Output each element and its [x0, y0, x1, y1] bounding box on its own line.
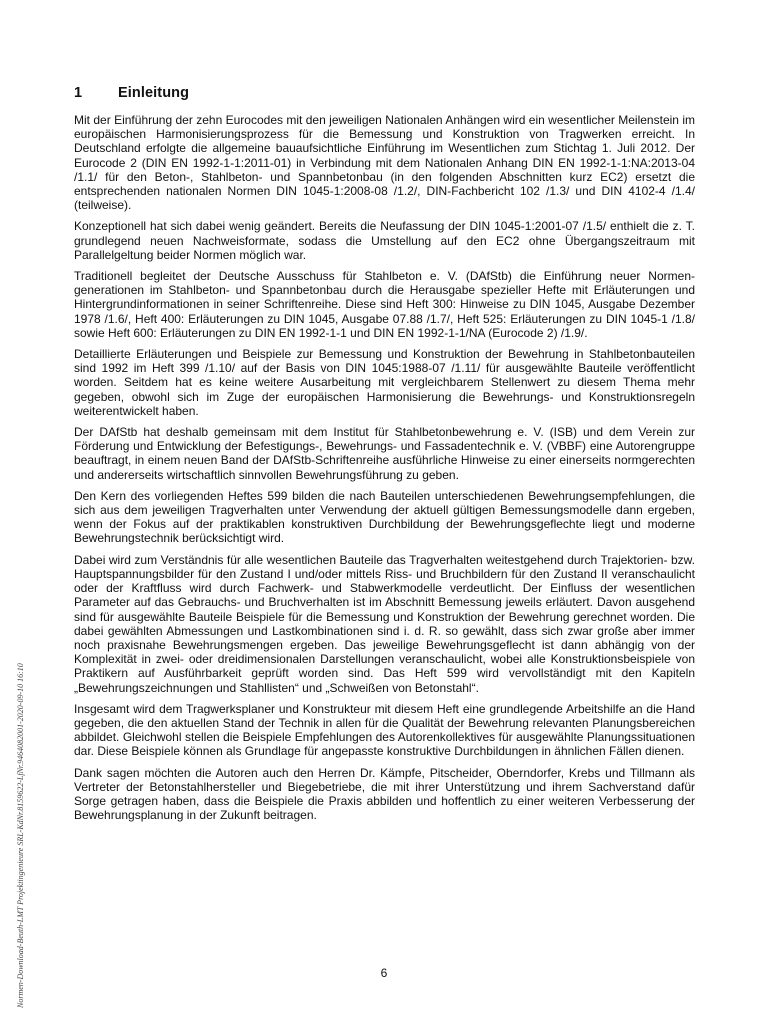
section-heading [74, 85, 189, 101]
paragraph-acknowledgements: Dank sagen möchten die Autoren auch den Herren Dr. Kämpfe, Pitscheider, Oberndorfer, Krebs und Tillmann als Vertreter der Betonstahlhersteller und Biegebetriebe, die mit ihrer Unterstützung und ihrem Sachverstand dafür Sorge getragen haben, dass die Beispiele die Praxis abbilden und hoffentlich zu einer weiteren Verbesserung der Bewehrungsplanung in der Zukunft beitragen. [74, 765, 695, 823]
paragraph-eurocodes-introduction: Mit der Einführung der zehn Eurocodes mit den jeweiligen Nationalen Anhängen wird ein wesentlicher Meilenstein im europäischen Harmonisierungsprozess für die Bemessung und Konstruktion von Tragwerken erreicht. In Deutschland erfolgte die allgemeine bauaufsichtliche Einführung im Wesentlichen zum Stichtag 1. Juli 2012. Der Eurocode 2 (DIN EN 1992-1-1:2011-01) in Verbindung mit dem Nationalen Anhang DIN EN 1992-1-1:NA:2013-04 /1.1/ für den Beton-, Stahlbeton- und Spannbetonbau (in den folgenden Abschnitten kurz EC2) ersetzt die entsprechenden nationalen Normen DIN 1045-1:2008-08 /1.2/, DIN-Fachbericht 102 /1.3/ und DIN 4102-4 /1.4/ (teilweise). [74, 113, 695, 213]
paragraph-author-group: Der DAfStb hat deshalb gemeinsam mit dem Institut für Stahlbetonbewehrung e. V. (ISB) und dem Verein zur Förderung und Entwicklung der Befestigungs-, Bewehrungs- und Fassadentechnik e. V. (VBBF) eine Autorengruppe beauftragt, in einem neuen Band der DAfStb-Schriftenreihe ausführliche Hinweise zu einer einerseits normgerechten und andererseits wirtschaftlich sinnvollen Bewehrungsführung zu geben. [74, 425, 695, 482]
paragraph-dafstb-publications: Traditionell begleitet der Deutsche Ausschuss für Stahlbeton e. V. (DAfStb) die Einführung neuer Normengenerationen im Stahlbeton- und Spannbetonbau durch die Herausgabe spezieller Hefte mit Erläuterungen und Hintergrundinformationen in seiner Schriftenreihe. Diese sind Heft 300: Hinweise zu DIN 1045, Ausgabe Dezember 1978 /1.6/, Heft 400: Erläuterungen zu DIN 1045, Ausgabe 07.88 /1.7/, Heft 525: Erläuterungen zu DIN 1045-1 /1.8/ sowie Heft 600: Erläuterungen zu DIN EN 1992-1-1 und DIN EN 1992-1-1/NA (Eurocode 2) /1.9/. [74, 269, 695, 340]
paragraph-working-aid: Insgesamt wird dem Tragwerksplaner und Konstrukteur mit diesem Heft eine grundlegende Arbeitshilfe an die Hand gegeben, die den aktuellen Stand der Technik in allen für die Qualität der Bewehrung relevanten Planungsbereichen abbildet. Gleichwohl stellen die Beispiele Empfehlungen des Autorenkollektives für ausgewählte Planungssituationen dar. Diese Beispiele können als Grundlage für angepasste konstruktive Durchbildungen in ähnlichen Fällen dienen. [74, 701, 695, 759]
paragraph-load-bearing-behaviour: Dabei wird zum Verständnis für alle wesentlichen Bauteile das Tragverhalten weitestgehend durch Trajektorien- bzw. Hauptspannungsbilder für den Zustand I und/oder mittels Riss- und Bruchbildern für den Zustand II veranschaulicht oder der Kraftfluss wird durch Fachwerk- und Stabwerkmodelle verdeutlicht. Der Einfluss der wesentlichen Parameter auf das Gebrauchs- und Bruchverhalten ist im Abschnitt Bemessung jeweils erläutert. Davon ausgehend sind für ausgewählte Bauteile Beispiele für die Bemessung und Konstruktion der Bewehrung gerechnet worden. Die dabei gewählten Abmessungen und Lastkombinationen sind i. d. R. so gewählt, dass sich zwar große aber immer noch praxisnahe Bewehrungsmengen ergeben. Das jeweilige Bewehrungsgeflecht ist dann abhängig von der Komplexität in zwei- oder dreidimensionalen Darstellungen veranschaulicht, wobei alle Konstruktionsbeispiele von Praktikern auf Ausführbarkeit geprüft worden sind. Das Heft 599 wird vervollständigt mit den Kapiteln „Bewehrungszeichnungen und Stahllisten“ und „Schweißen von Betonstahl“. [74, 552, 695, 695]
page-number: 6 [380, 966, 388, 980]
paragraph-conceptual-changes: Konzeptionell hat sich dabei wenig geändert. Bereits die Neufassung der DIN 1045-1:2001-07 /1.5/ enthielt die z. T. grundlegend neuen Nachweisformate, sodass die Umstellung auf den EC2 ohne Übergangszeitraum mit Parallelgeltung beider Normen möglich war. [74, 219, 695, 262]
paragraph-heft-399: Detaillierte Erläuterungen und Beispiele zur Bemessung und Konstruktion der Bewehrung in Stahlbetonbauteilen sind 1992 im Heft 399 /1.10/ auf der Basis von DIN 1045:1988-07 /1.11/ für ausgewählte Bauteile veröffentlicht worden. Seitdem hat es keine weitere Ausarbeitung mit vergleichbarem Stellenwert zu diesem Thema mehr gegeben, obwohl sich im Zuge der europäischen Harmonisierung die Bewehrungs- und Konstruktionsregeln weiterentwickelt haben. [74, 347, 695, 418]
body-text [74, 113, 695, 829]
section-title: Einleitung [118, 85, 190, 101]
paragraph-core-of-heft-599: Den Kern des vorliegenden Heftes 599 bilden die nach Bauteilen unterschiedenen Bewehrungsempfehlungen, die sich aus dem jeweiligen Tragverhalten unter Verwendung der aktuell gültigen Bemessungsmodelle dann ergeben, wenn der Fokus auf der praktikablen konstruktiven Durchbildung der Bewehrungsgeflechte liegt und moderne Bewehrungstechnik berücksichtigt wird. [74, 488, 695, 546]
section-number: 1 [74, 85, 83, 101]
download-watermark: Normen-Download-Beuth-LMT Projektingenieure SRL-KdNr.8159622-LfNr.9464082001-2020-09-10 16:10 [16, 663, 25, 1008]
